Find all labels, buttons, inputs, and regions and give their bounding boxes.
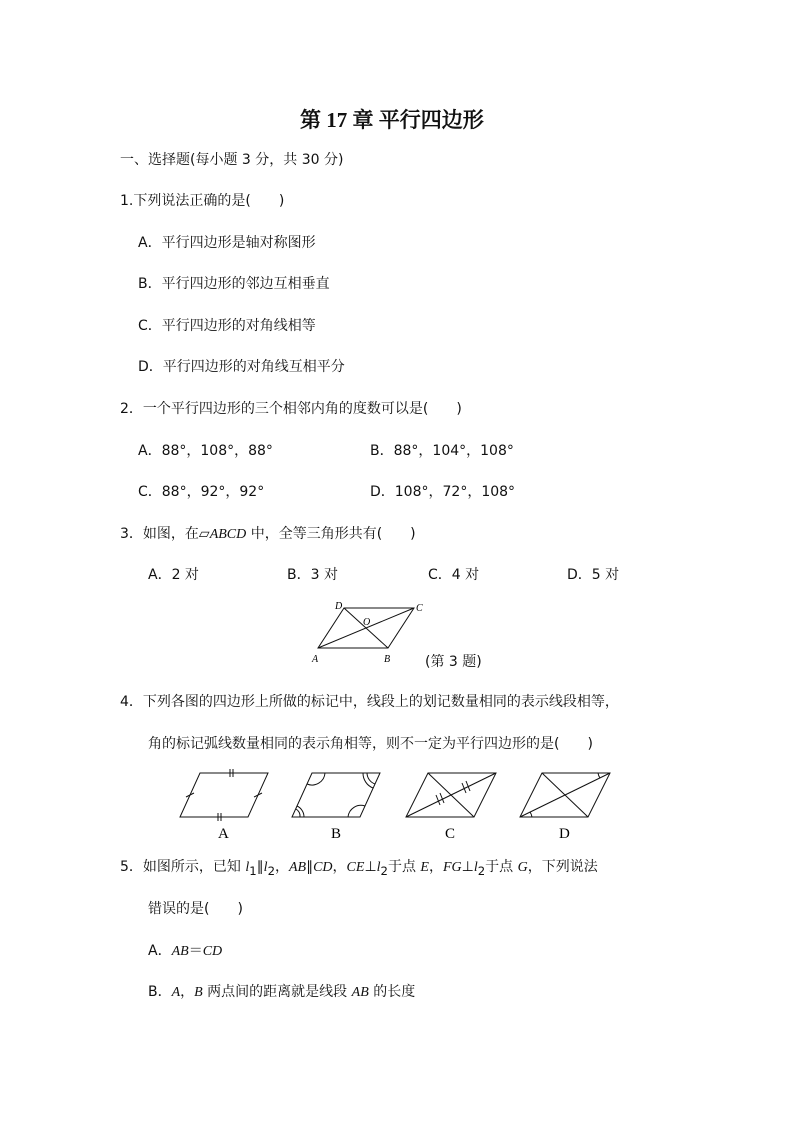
page-title: 第 17 章 平行四边形 <box>300 108 484 132</box>
var-cd: CD <box>313 860 333 875</box>
question-1-option-a: A．平行四边形是轴对称图形 <box>138 235 316 251</box>
var-g: G <box>517 860 528 875</box>
var-a: A <box>171 985 181 1000</box>
question-2-option-b: B．88°，104°，108° <box>370 443 514 459</box>
question-2-option-d: D．108°，72°，108° <box>370 484 516 500</box>
text: 于点 <box>387 859 421 875</box>
var-l: l <box>263 860 268 875</box>
question-1-option-c: C．平行四边形的对角线相等 <box>138 318 316 334</box>
figure-d-label: D <box>559 826 570 842</box>
question-4-line-1: 4．下列各图的四边形上所做的标记中，线段上的划记数量相同的表示线段相等， <box>120 694 619 710</box>
question-2-option-a: A．88°，108°，88° <box>138 443 273 459</box>
question-4-line-2: 角的标记弧线数量相同的表示角相等，则不一定为平行四边形的是( ) <box>148 736 593 752</box>
figure-c-label: C <box>445 826 456 842</box>
text: ，下列说法 <box>527 859 598 875</box>
question-1-option-b: B．平行四边形的邻边互相垂直 <box>138 276 330 292</box>
subscript: 2 <box>477 863 486 878</box>
var-cd: CD <box>202 944 223 959</box>
question-3-caption: (第 3 题) <box>425 654 482 670</box>
vertex-b-label: B <box>384 654 391 665</box>
question-5-line-1 <box>120 857 598 881</box>
var-ab: AB <box>288 860 307 875</box>
question-3-option-d: D．5 对 <box>567 567 620 583</box>
parallel-symbol: ∥ <box>306 859 314 875</box>
question-2-option-c: C．88°，92°，92° <box>138 484 265 500</box>
var-l: l <box>376 860 381 875</box>
center-o-label: O <box>363 617 371 628</box>
stem-text-b: 中，全等三角形共有( ) <box>246 526 416 542</box>
perp-symbol: ⊥ <box>461 859 474 875</box>
var-ce: CE <box>346 860 365 875</box>
diagonal-bd <box>344 608 388 648</box>
figure-a <box>180 769 268 821</box>
text: ， <box>274 859 289 875</box>
text: 两点间的距离就是线段 <box>202 984 352 1000</box>
question-5-line-2: 错误的是( ) <box>148 901 243 917</box>
question-3-figure <box>310 598 430 670</box>
figure-c <box>406 773 496 817</box>
text: ， <box>428 859 443 875</box>
section-heading: 一、选择题(每小题 3 分，共 30 分) <box>120 152 344 168</box>
parallel-symbol: ∥ <box>256 859 264 875</box>
var-l: l <box>473 860 478 875</box>
perp-symbol: ⊥ <box>364 859 377 875</box>
var-fg: FG <box>442 860 462 875</box>
vertex-c-label: C <box>416 603 423 614</box>
option-letter: B． <box>148 984 172 1000</box>
option-letter: A． <box>148 943 172 959</box>
question-3-option-c: C．4 对 <box>428 567 480 583</box>
text: ， <box>180 984 195 1000</box>
figure-a-label: A <box>218 826 229 842</box>
text: 于点 <box>485 859 518 875</box>
figure-b <box>292 773 380 817</box>
var-l: l <box>245 860 250 875</box>
stem-var: ABCD <box>209 527 247 542</box>
var-e: E <box>420 860 429 875</box>
question-4-figures <box>170 765 620 845</box>
var-ab: AB <box>171 944 189 959</box>
question-1-option-d: D．平行四边形的对角线互相平分 <box>138 359 345 375</box>
question-5-option-b <box>148 982 415 1003</box>
var-ab: AB <box>351 985 369 1000</box>
figure-d <box>520 773 610 817</box>
var-b: B <box>194 985 203 1000</box>
subscript: 2 <box>380 863 388 878</box>
stem-text-a: 3．如图，在 <box>120 526 199 542</box>
equals-symbol: ＝ <box>188 943 203 959</box>
parallelogram-symbol: ▱ <box>198 526 210 542</box>
question-2-stem: 2．一个平行四边形的三个相邻内角的度数可以是( ) <box>120 401 462 417</box>
text: ， <box>332 859 347 875</box>
question-1-stem: 1.下列说法正确的是( ) <box>120 193 285 209</box>
question-3-option-a: A．2 对 <box>148 567 199 583</box>
subscript: 2 <box>267 863 275 878</box>
vertex-a-label: A <box>312 654 319 665</box>
question-3-option-b: B．3 对 <box>287 567 338 583</box>
text: 的长度 <box>368 984 416 1000</box>
text: 5．如图所示，已知 <box>120 859 246 875</box>
vertex-d-label: D <box>335 601 343 612</box>
subscript: 1 <box>249 863 257 878</box>
question-5-option-a <box>148 941 222 962</box>
question-3-stem <box>120 524 416 545</box>
figure-b-label: B <box>331 826 342 842</box>
